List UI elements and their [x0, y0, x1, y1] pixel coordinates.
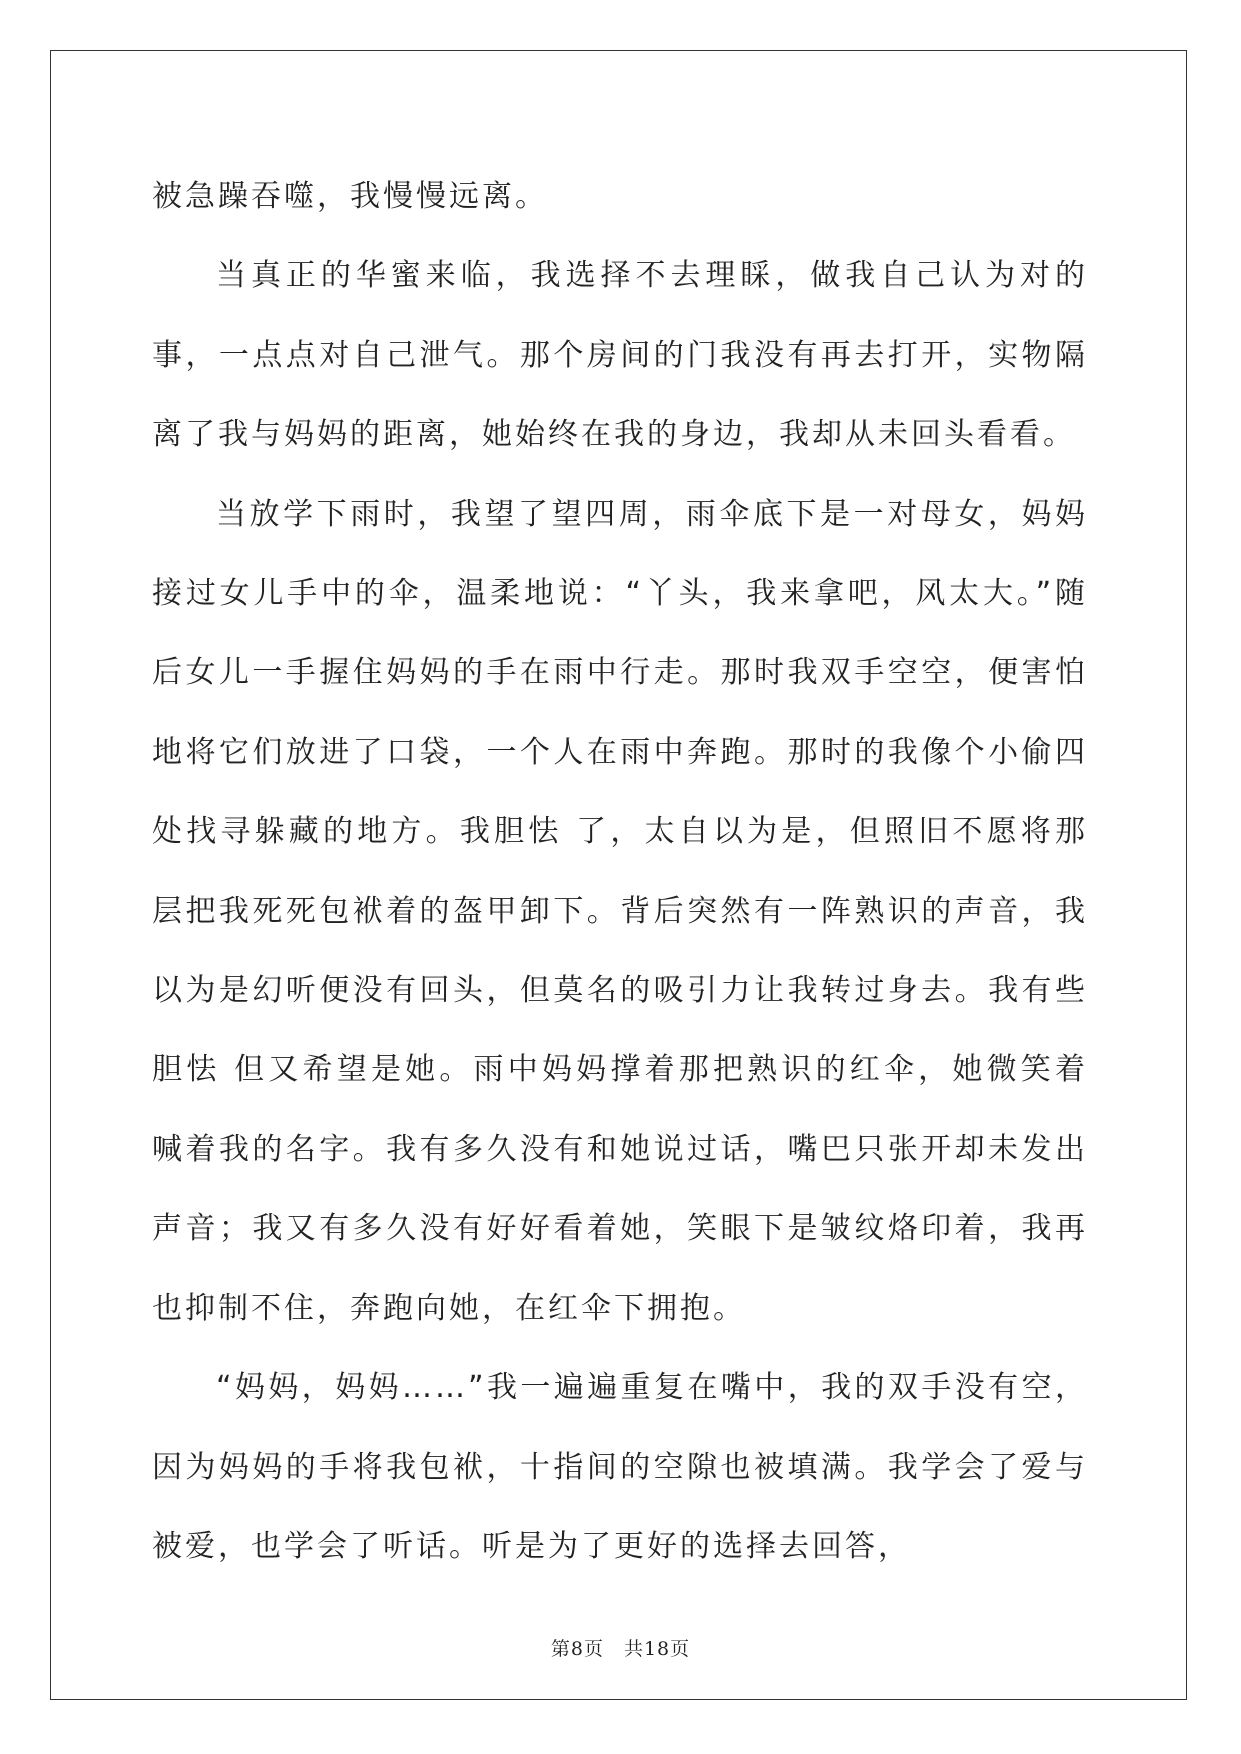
page-number-footer: 第8页 共18页	[550, 1638, 691, 1660]
paragraph: 当放学下雨时，我望了望四周，雨伞底下是一对母女，妈妈接过女儿手中的伞，温柔地说：“丫头，我来拿吧，风太大。”随后女儿一手握住妈妈的手在雨中行走。那时我双手空空，便害怕地将它们放进了口袋，一个人在雨中奔跑。那时的我像个小偷四处找寻躲藏的地方。我胆怯 了，太自以为是，但照旧不愿将那层把我死死包袱着的盔甲卸下。背后突然有一阵熟识的声音，我以为是幻听便没有回头，但莫名的吸引力让我转过身去。我有些胆怯 但又希望是她。雨中妈妈撑着那把熟识的红伞，她微笑着喊着我的名字。我有多久没有和她说过话，嘴巴只张开却未发出声音；我又有多久没有好好看着她，笑眼下是皱纹烙印着，我再也抑制不住，奔跑向她，在红伞下拥抱。	[152, 496, 1088, 1326]
paragraph: “妈妈，妈妈……”我一遍遍重复在嘴中，我的双手没有空，因为妈妈的手将我包袱，十指间的空隙也被填满。我学会了爱与被爱，也学会了听话。听是为了更好的选择去回答，	[152, 1370, 1088, 1564]
paragraph: 当真正的华蜜来临，我选择不去理睬，做我自己认为对的事，一点点对自己泄气。那个房间的门我没有再去打开，实物隔离了我与妈妈的距离，她始终在我的身边，我却从未回头看看。	[152, 258, 1088, 453]
document-body	[152, 157, 1088, 1586]
paragraph: 被急躁吞噬，我慢慢远离。	[152, 179, 548, 214]
